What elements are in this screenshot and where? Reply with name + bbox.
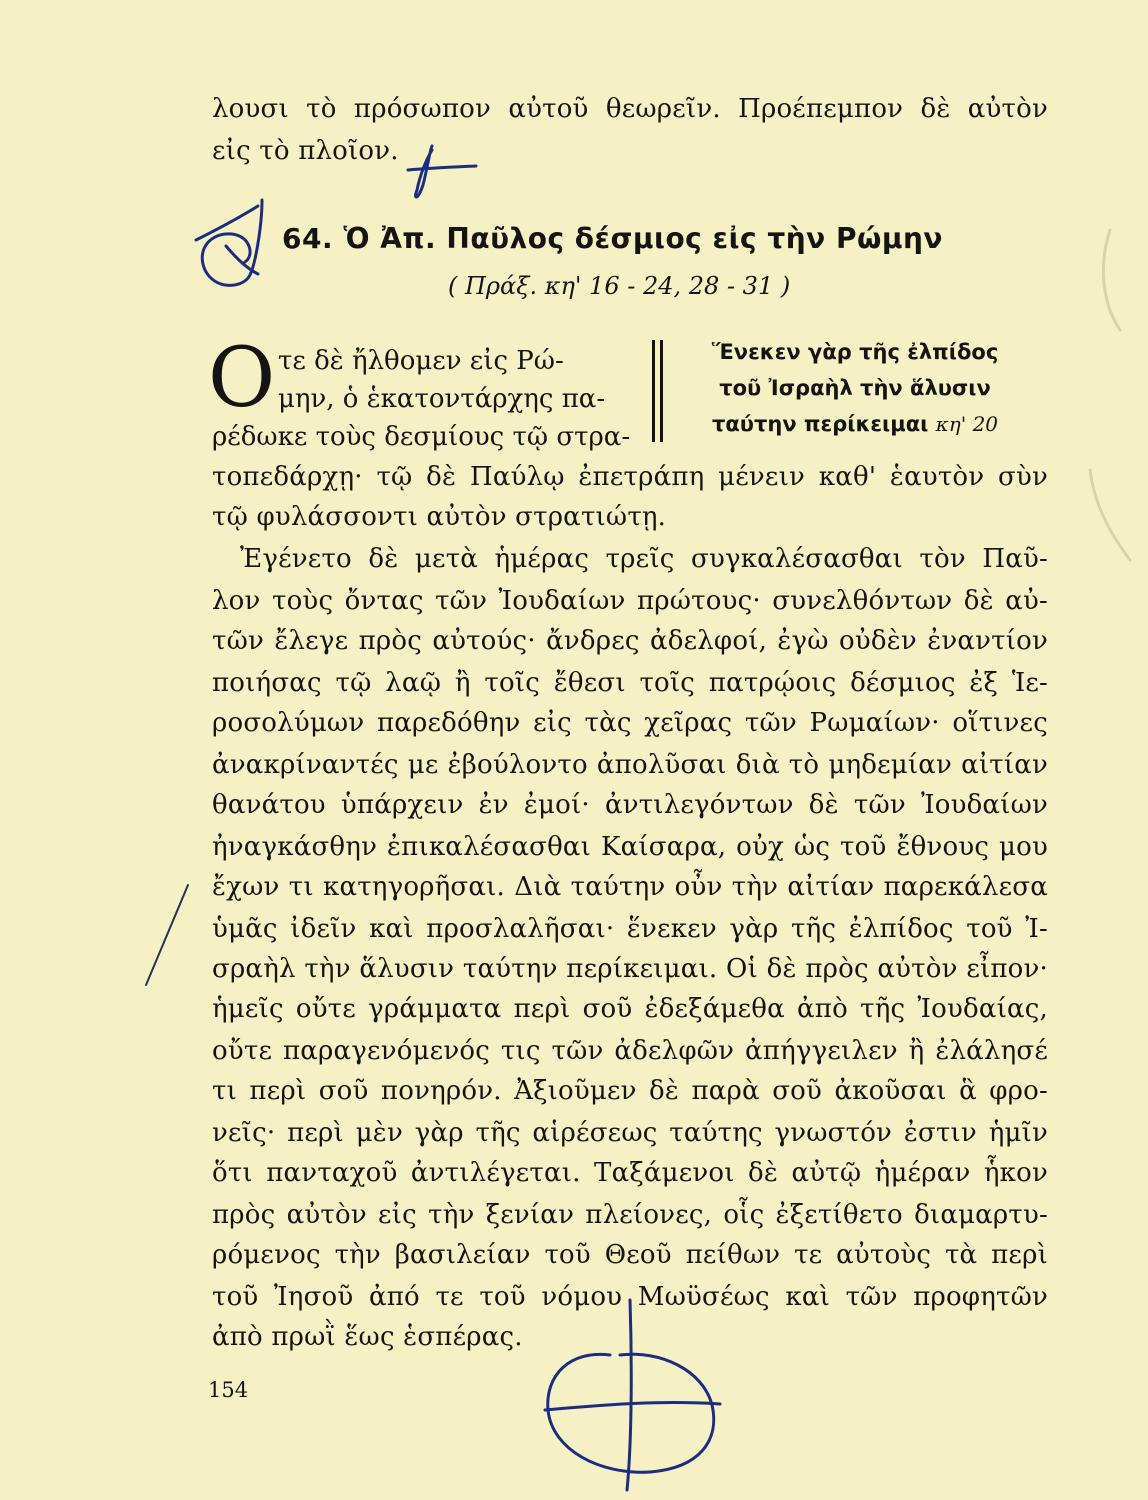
sidebar-line: Ἕνεκεν γὰρ τῆς ἐλπίδος [711, 340, 999, 364]
sidebar-line-with-verse [660, 414, 1050, 435]
text-line: τοπεδάρχῃ· τῷ δὲ Παύλῳ ἐπετράπη μένειν καθ' ἑαυτὸν σὺν [212, 462, 1048, 492]
sidebar-line: ταύτην περίκειμαι [711, 412, 929, 436]
sidebar-line: τοῦ Ἰσραὴλ τὴν ἅλυσιν [719, 376, 991, 400]
sidebar-rule [652, 340, 655, 442]
text-line: ἀπὸ πρωῒ ἕως ἑσπέρας. [212, 1322, 523, 1352]
text-line: πρὸς αὐτὸν εἰς τὴν ξενίαν πλείονες, οἷς ἐξετίθετο διαμαρτυ- [212, 1200, 1048, 1230]
text-line: ἠναγκάσθην ἐπικαλέσασθαι Καίσαρα, οὐχ ὡς τοῦ ἔθνους μου [212, 832, 1048, 862]
text-line: ὅτι πανταχοῦ ἀντιλέγεται. Ταξάμενοι δὲ αὐτῷ ἡμέραν ἧκον [212, 1158, 1048, 1188]
text-line: οὔτε παραγενόμενός τις τῶν ἀδελφῶν ἀπήγγειλεν ἢ ἐλάλησέ [212, 1036, 1048, 1066]
pen-margin-line [146, 885, 188, 985]
pen-stroke-mark [196, 206, 258, 240]
page-number: 154 [208, 1378, 249, 1402]
text-line: ποιήσας τῷ λαῷ ἢ τοῖς ἔθεσι τοῖς πατρῴοις δέσμιος ἐξ Ἱε- [212, 668, 1048, 698]
lead-line: μην, ὁ ἑκατοντάρχης πα- [278, 384, 606, 414]
lead-line: ρέδωκε τοὺς δεσμίους τῷ στρα- [212, 422, 631, 452]
text-line: τῶν ἔλεγε πρὸς αὐτούς· ἄνδρες ἀδελφοί, ἐγὼ οὐδὲν ἐναντίον [212, 626, 1048, 656]
lead-line: τε δὲ ἤλθομεν εἰς Ρώ- [278, 346, 564, 376]
text-line: ἔχων τι κατηγορῆσαι. Διὰ ταύτην οὖν τὴν αἰτίαν παρεκάλεσα [212, 872, 1048, 902]
text-line: σραὴλ τὴν ἅλυσιν ταύτην περίκειμαι. Οἱ δὲ πρὸς αὐτὸν εἶπον· [212, 954, 1048, 984]
verse-reference: κη' 20 [935, 412, 999, 436]
text-line: τοῦ Ἰησοῦ ἀπό τε τοῦ νόμου Μωϋσέως καὶ τῶν προφητῶν [212, 1282, 1048, 1312]
text-line: ὑμᾶς ἰδεῖν καὶ προσλαλῆσαι· ἕνεκεν γὰρ τῆς ἐλπίδος τοῦ Ἰ- [212, 914, 1048, 944]
pen-circle-mark [202, 200, 262, 285]
text-line: ἡμεῖς οὔτε γράμματα περὶ σοῦ ἐδεξάμεθα ἀπὸ τῆς Ἰουδαίας, [212, 994, 1048, 1024]
scripture-reference: ( Πράξ. κη' 16 - 24, 28 - 31 ) [448, 272, 791, 300]
text-line: Ἐγένετο δὲ μετὰ ἡμέρας τρεῖς συγκαλέσασθαι τὸν Παῦ- [240, 544, 1048, 574]
text-line: θανάτου ὑπάρχειν ἐν ἐμοί· ἀντιλεγόντων δὲ τῶν Ἰουδαίων [212, 790, 1048, 820]
text-line: τῷ φυλάσσοντι αὐτὸν στρατιώτῃ. [212, 502, 667, 532]
text-line: λουσι τὸ πρόσωπον αὐτοῦ θεωρεῖν. Προέπεμπον δὲ αὐτὸν [212, 94, 1048, 124]
text-line: ἀνακρίναντές με ἐβούλοντο ἀπολῦσαι διὰ τὸ μηδεμίαν αἰτίαν [212, 750, 1048, 780]
faint-margin-mark [1090, 230, 1130, 560]
section-heading: 64. Ὁ Ἀπ. Παῦλος δέσμιος εἰς τὴν Ρώμην [282, 222, 943, 255]
text-line: τι περὶ σοῦ πονηρόν. Ἀξιοῦμεν δὲ παρὰ σοῦ ἀκοῦσαι ἃ φρο- [212, 1076, 1048, 1106]
text-line: ρόμενος τὴν βασιλείαν τοῦ Θεοῦ πείθων τε αὐτοὺς τὰ περὶ [212, 1240, 1048, 1270]
drop-cap: Ο [208, 331, 276, 426]
text-line: λον τοὺς ὄντας τῶν Ἰουδαίων πρώτους· συνελθόντων δὲ αὐ- [212, 586, 1048, 616]
text-line: νεῖς· περὶ μὲν γὰρ τῆς αἱρέσεως ταύτης γνωστόν ἐστιν ἡμῖν [212, 1118, 1048, 1148]
text-line: ροσολύμων παρεδόθην εἰς τὰς χεῖρας τῶν Ρωμαίων· οἵτινες [212, 708, 1048, 738]
text-line: εἰς τὸ πλοῖον. [212, 136, 399, 166]
